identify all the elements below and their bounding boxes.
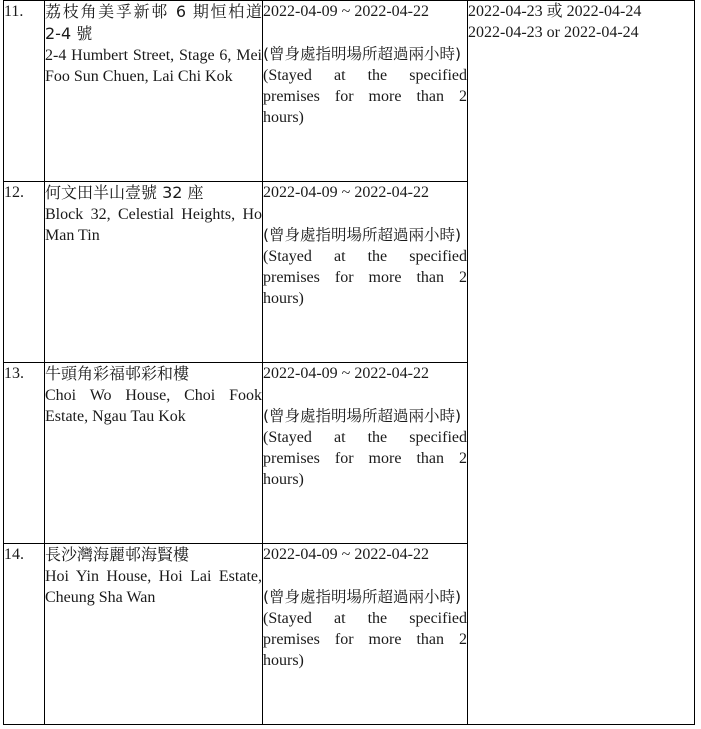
period-cell — [263, 544, 468, 725]
place-name-en: Choi Wo House, Choi Fook Estate, Ngau Tau Kok — [45, 387, 262, 425]
stay-note-en: (Stayed at the specified premises for more than 2 hours) — [263, 67, 467, 126]
place-cell — [45, 182, 263, 363]
premises-table — [3, 0, 695, 725]
stay-note-en: (Stayed at the specified premises for more than 2 hours) — [263, 429, 467, 488]
place-cell — [45, 363, 263, 544]
place-name-en: 2-4 Humbert Street, Stage 6, Mei Foo Sun Chuen, Lai Chi Kok — [45, 47, 262, 85]
date-range: 2022-04-09 ~ 2022-04-22 — [263, 365, 429, 382]
place-cell — [45, 544, 263, 725]
row-number: 13. — [4, 363, 45, 544]
place-cell — [45, 1, 263, 182]
place-name-zh: 長沙灣海麗邨海賢樓 — [45, 545, 190, 564]
place-name-zh: 牛頭角彩福邨彩和樓 — [45, 364, 190, 383]
stay-note-en: (Stayed at the specified premises for more than 2 hours) — [263, 610, 467, 669]
date-range: 2022-04-09 ~ 2022-04-22 — [263, 546, 429, 563]
stay-note-zh: (曾身處指明場所超過兩小時) — [263, 588, 462, 606]
test-date-cell — [468, 1, 695, 725]
stay-note-en: (Stayed at the specified premises for more than 2 hours) — [263, 248, 467, 307]
place-name-en: Block 32, Celestial Heights, Ho Man Tin — [45, 206, 262, 244]
period-cell — [263, 182, 468, 363]
place-name-zh: 荔枝角美孚新邨 6 期恒柏道 2-4 號 — [45, 2, 262, 43]
row-number: 12. — [4, 182, 45, 363]
row-number: 14. — [4, 544, 45, 725]
stay-note-zh: (曾身處指明場所超過兩小時) — [263, 226, 462, 244]
row-number: 11. — [4, 1, 45, 182]
test-date-en: 2022-04-23 or 2022-04-24 — [468, 24, 639, 41]
place-name-zh: 何文田半山壹號 32 座 — [45, 183, 204, 202]
test-date-zh: 2022-04-23 或 2022-04-24 — [468, 3, 642, 20]
period-cell — [263, 363, 468, 544]
date-range: 2022-04-09 ~ 2022-04-22 — [263, 184, 429, 201]
place-name-en: Hoi Yin House, Hoi Lai Estate, Cheung Sha Wan — [45, 568, 262, 606]
stay-note-zh: (曾身處指明場所超過兩小時) — [263, 407, 462, 425]
date-range: 2022-04-09 ~ 2022-04-22 — [263, 3, 429, 20]
stay-note-zh: (曾身處指明場所超過兩小時) — [263, 45, 462, 63]
table-row — [4, 1, 695, 182]
period-cell — [263, 1, 468, 182]
